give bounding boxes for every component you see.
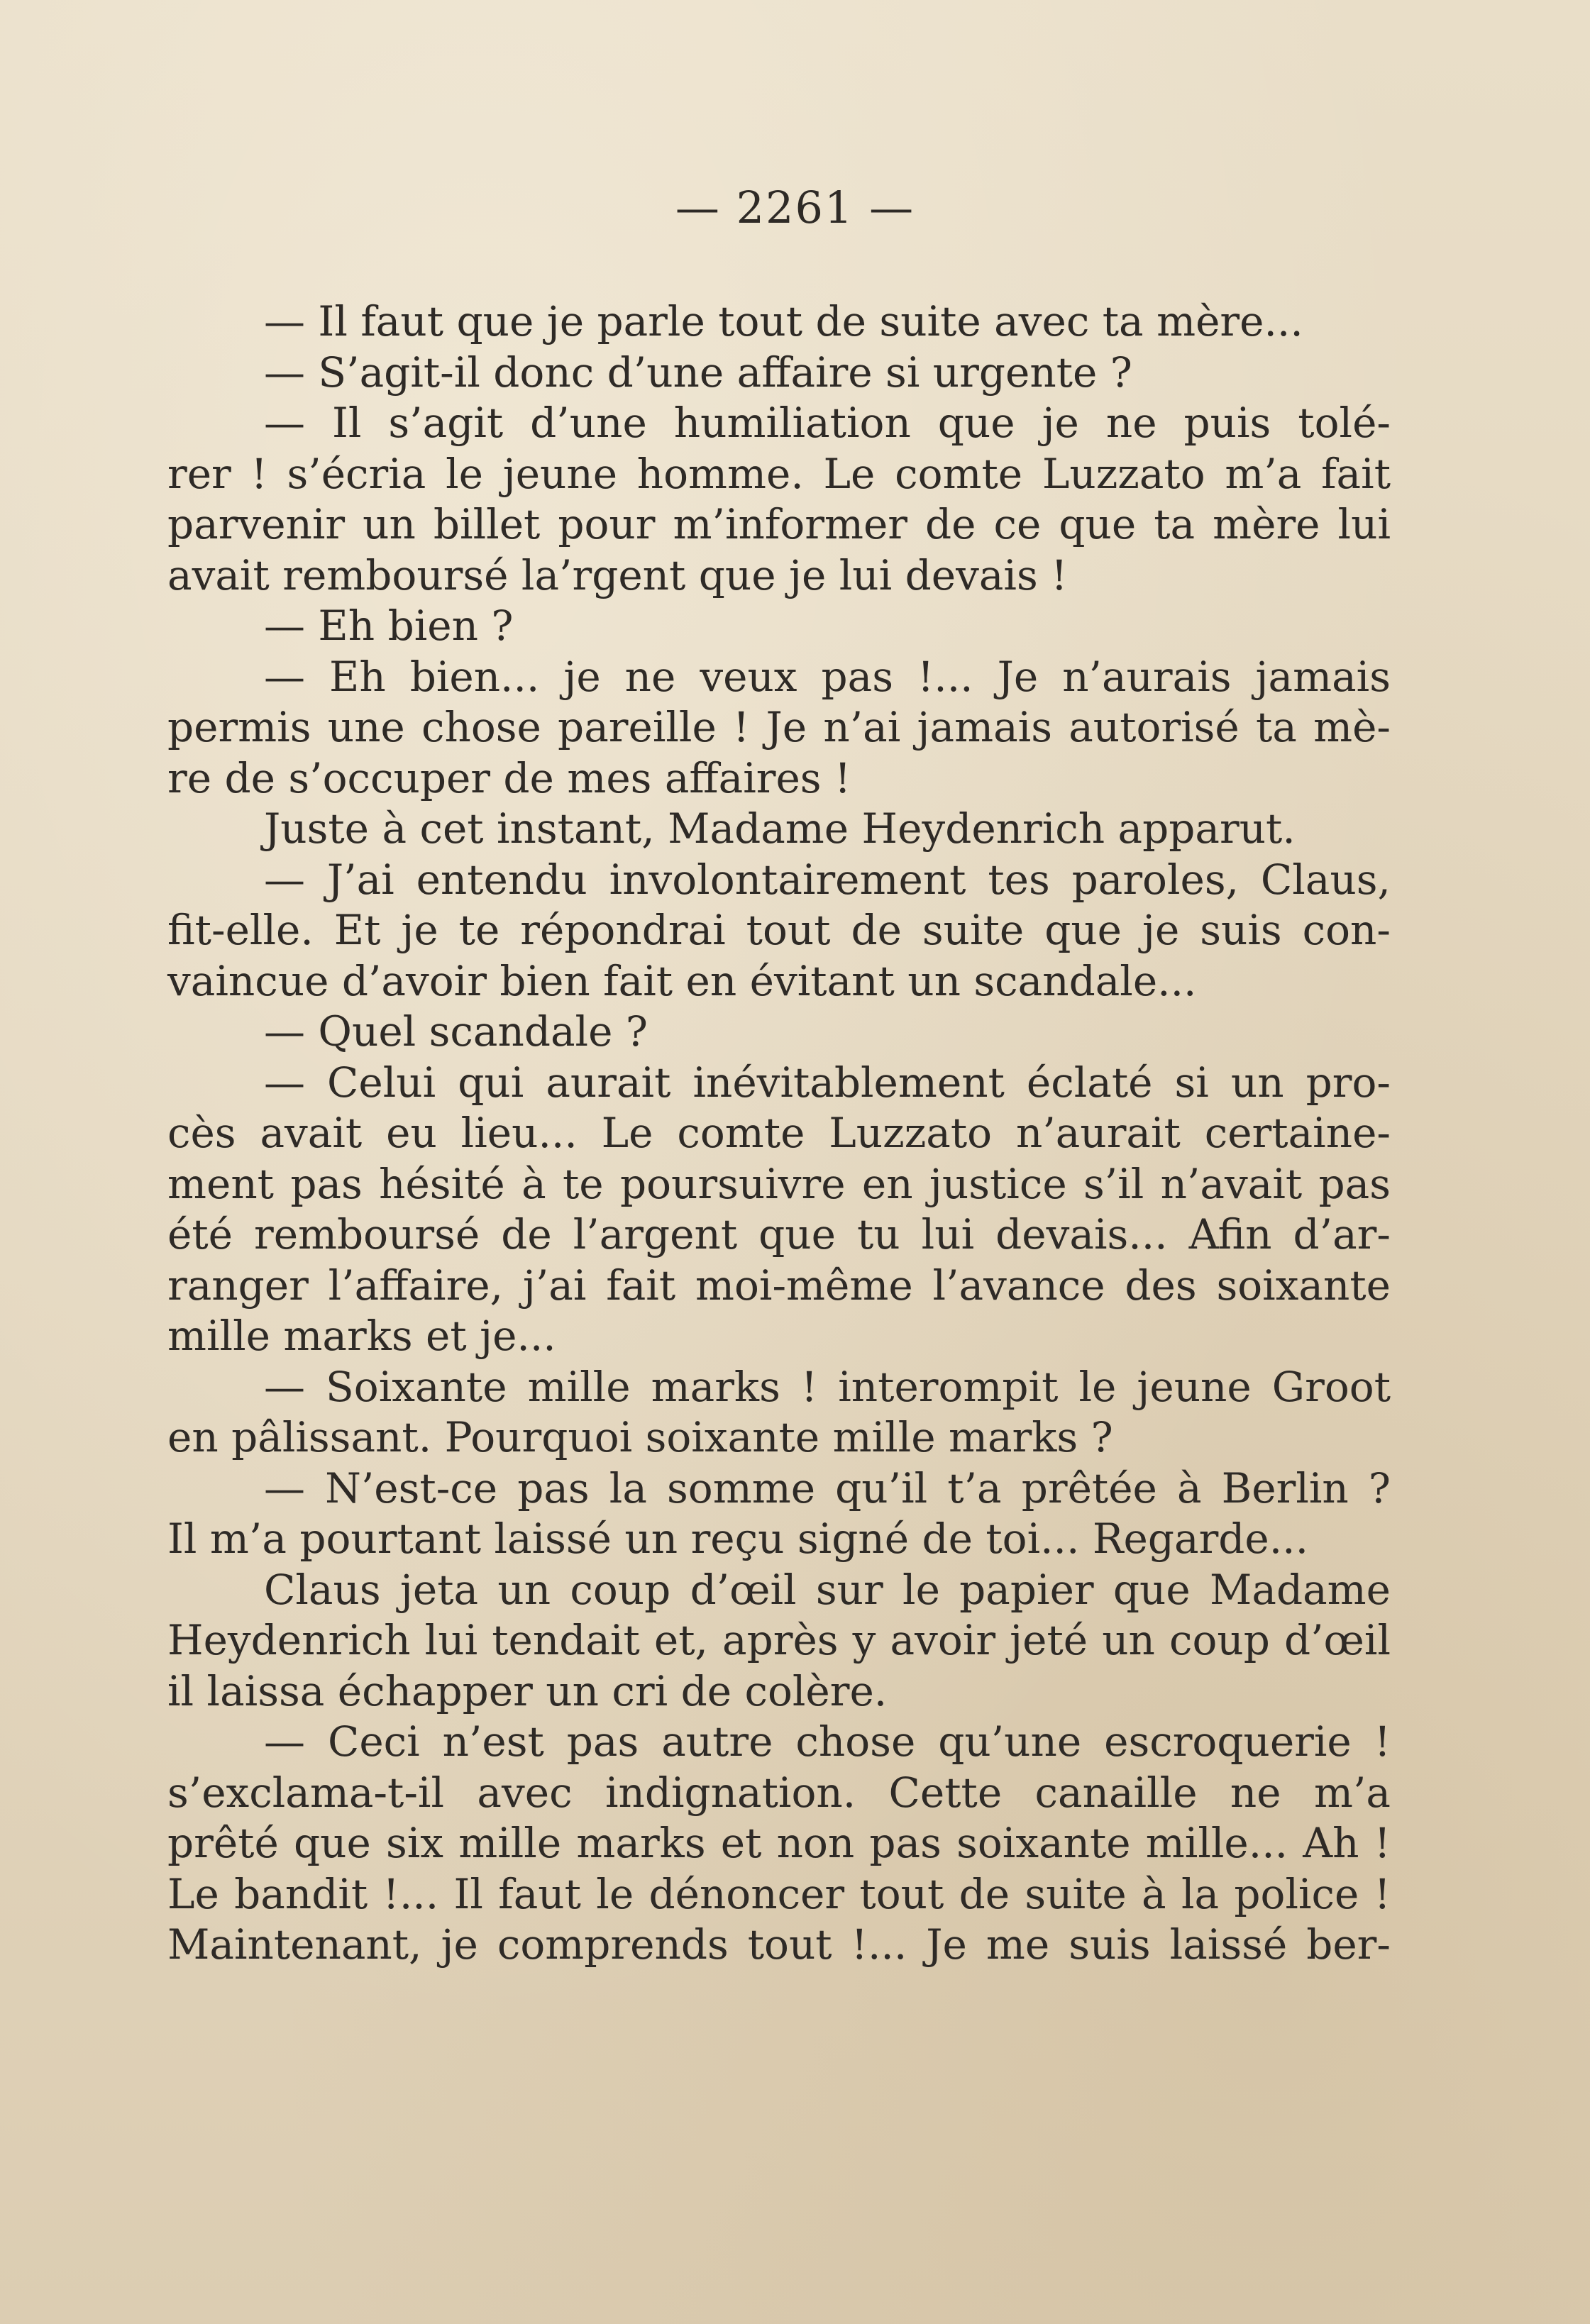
text-line: ranger l’affaire, j’ai fait moi-même l’avance des soixante <box>167 1261 1391 1310</box>
text-line: vaincue d’avoir bien fait en évitant un scandale... <box>167 956 1197 1005</box>
text-line: re de s’occuper de mes affaires ! <box>167 753 851 802</box>
text-line: rer ! s’écria le jeune homme. Le comte Luzzato m’a fait <box>167 449 1391 498</box>
text-line: avait remboursé la’rgent que je lui devais ! <box>167 550 1068 599</box>
text-line: — Il s’agit d’une humiliation que je ne puis tolé- <box>264 399 1391 447</box>
text-line: — Eh bien... je ne veux pas !... Je n’aurais jamais <box>264 652 1391 701</box>
text-line: parvenir un billet pour m’informer de ce que ta mère lui <box>167 500 1391 548</box>
text-line: permis une chose pareille ! Je n’ai jamais autorisé ta mè- <box>167 703 1391 751</box>
text-line: cès avait eu lieu... Le comte Luzzato n’aurait certaine- <box>167 1109 1391 1157</box>
text-line: — Ceci n’est pas autre chose qu’une escroquerie ! <box>264 1717 1391 1766</box>
text-line: Claus jeta un coup d’œil sur le papier que Madame <box>264 1565 1391 1614</box>
text-line: Il m’a pourtant laissé un reçu signé de toi... Regarde... <box>167 1515 1309 1563</box>
text-line: s’exclama-t-il avec indignation. Cette canaille ne m’a <box>167 1768 1391 1817</box>
text-line: Maintenant, je comprends tout !... Je me suis laissé ber- <box>167 1920 1391 1969</box>
text-line: ment pas hésité à te poursuivre en justice s’il n’avait pas <box>167 1159 1391 1208</box>
text-line: — N’est-ce pas la somme qu’il t’a prêtée à Berlin ? <box>264 1463 1391 1512</box>
text-line: — S’agit-il donc d’une affaire si urgente ? <box>264 348 1132 397</box>
text-line: — Quel scandale ? <box>264 1007 648 1056</box>
text-line: Heydenrich lui tendait et, après y avoir jeté un coup d’œil <box>167 1616 1391 1664</box>
text-line: — Eh bien ? <box>264 602 514 650</box>
page-number: — 2261 — <box>675 182 915 233</box>
text-line: — Il faut que je parle tout de suite avec ta mère... <box>264 297 1303 345</box>
text-line: Juste à cet instant, Madame Heydenrich apparut. <box>264 804 1296 853</box>
text-line: mille marks et je... <box>167 1312 556 1360</box>
body-text <box>167 297 1391 1971</box>
text-line: — Soixante mille marks ! interompit le jeune Groot <box>264 1362 1391 1411</box>
text-line: été remboursé de l’argent que tu lui devais... Afin d’ar- <box>167 1210 1391 1258</box>
text-line: prêté que six mille marks et non pas soixante mille... Ah ! <box>167 1819 1391 1867</box>
text-line: en pâlissant. Pourquoi soixante mille marks ? <box>167 1413 1113 1461</box>
text-line: Le bandit !... Il faut le dénoncer tout de suite à la police ! <box>167 1869 1391 1918</box>
text-line: — Celui qui aurait inévitablement éclaté si un pro- <box>264 1058 1391 1107</box>
text-line: il laissa échapper un cri de colère. <box>167 1666 888 1715</box>
text-line: — J’ai entendu involontairement tes paroles, Claus, <box>264 855 1391 904</box>
text-line: fit-elle. Et je te répondrai tout de suite que je suis con- <box>167 906 1391 954</box>
